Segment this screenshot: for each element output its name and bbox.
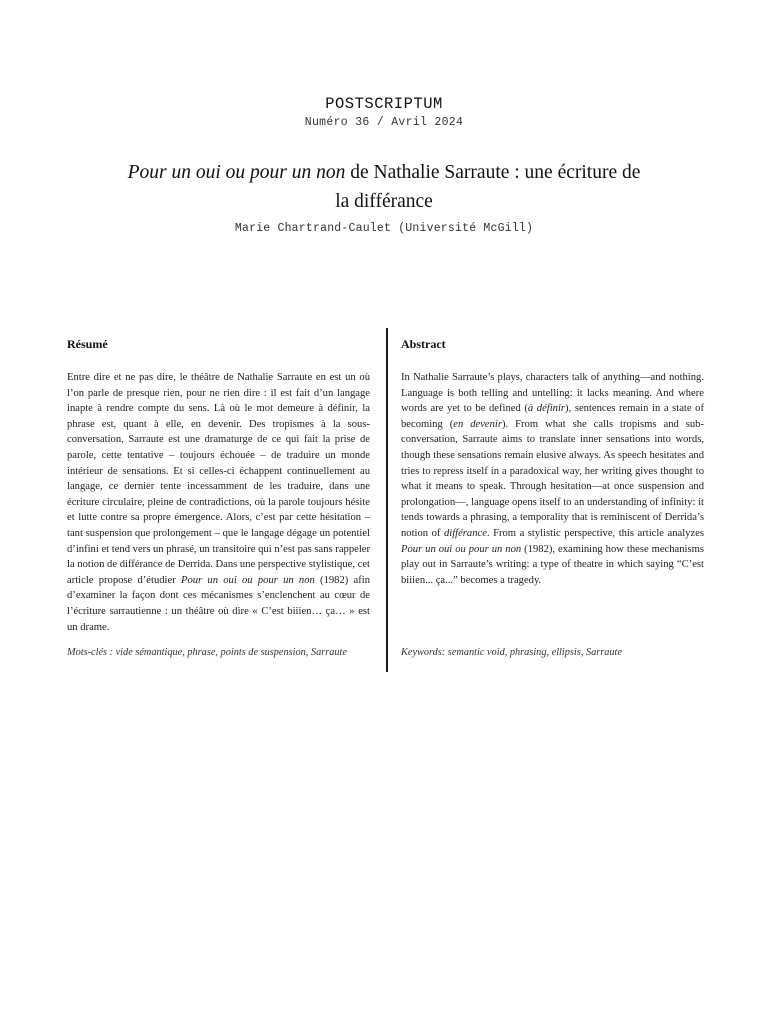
abstract-text-2: ), sentences remain in a state of becoming (	[401, 403, 704, 430]
title-rest: de Nathalie Sarraute : une écriture de la différance	[335, 162, 641, 212]
abstract-italic-4: Pour un oui ou pour un non	[401, 543, 522, 555]
abstract-text-4: . From a stylistic perspective, this article analyzes	[486, 527, 704, 539]
abstract-italic-3: différance	[443, 527, 487, 539]
issue-info: Numéro 36 / Avril 2024	[304, 116, 464, 129]
resume-text-2: (1982) afin d’examiner la façon dont ces mécanismes s’enclenchent au cœur de l’écriture sarrautienne : un théâtre où dire « C’est biiien… ça… » est un drame.	[67, 574, 371, 633]
resume-text-italic: Pour un oui ou pour un non	[180, 574, 315, 586]
abstract-column	[401, 336, 704, 658]
author-line: Marie Chartrand-Caulet (Université McGill)	[234, 222, 534, 235]
abstract-keywords: Keywords: semantic void, phrasing, ellipsis, Sarraute	[401, 647, 622, 658]
abstract-text-5: (1982), examining how these mechanisms play out in Sarraute’s writing: a type of theatre in which saying “C’est biiien... ça...” becomes a tragedy.	[401, 543, 704, 586]
journal-name: POSTSCRIPTUM	[325, 95, 443, 113]
abstract-body	[401, 370, 704, 588]
abstract-heading: Abstract	[401, 337, 446, 351]
resume-keywords: Mots-clés : vide sémantique, phrase, points de suspension, Sarraute	[67, 647, 347, 658]
abstract-text-1: In Nathalie Sarraute’s plays, characters talk of anything—and nothing. Language is both telling and untelling: it lacks meaning. And where words are yet to be defined (	[401, 372, 704, 415]
resume-heading: Résumé	[67, 337, 108, 351]
resume-column	[67, 336, 371, 658]
article-title	[120, 158, 648, 216]
masthead	[0, 94, 768, 131]
column-divider	[386, 328, 388, 672]
abstract-italic-1: à définir	[527, 403, 566, 415]
abstract-text-3: ). From what she calls tropisms and sub-conversation, Sarraute aims to translate inner sensations into words, though these sensations remain elusive always. As speech hesitates and tries to repress itself in a paradoxical way, her writing gives thought to what it means to speak. Through hesitation—at once suspension and prolongation—, language opens itself to an understanding of infinity: it tends towards a phrasing, a temporality that is reminiscent of Derrida’s notion of	[401, 418, 704, 539]
resume-body	[67, 370, 370, 635]
abstract-italic-2: en devenir	[453, 418, 502, 430]
title-italic-part: Pour un oui ou pour un non	[127, 162, 346, 183]
resume-text-1: Entre dire et ne pas dire, le théâtre de Nathalie Sarraute en est un où l’on parle de presque rien, pour ne rien dire : il est fait d’un langage inapte à rendre compte du sens. Là où le mot demeure à définir, la phrase est, quant à elle, en devenir. Des tropismes à la sous-conversation, Sarraute est une dramaturge de ce qui fait la prise de parole, cette tentative – toujours échouée – de traduire un monde intérieur de sensations. Et si celles-ci échappent continuellement au langage, ce dernier tente incessamment de les traduire, dans une écriture circulaire, pleine de contradictions, où la parole toujours hésite et lutte contre sa propre émergence. Alors, c’est par cette hésitation – tant suspension que prolongement – que le langage dégage un potentiel d’infini et tend vers un phrasé, un transitoire qui n’est pas sans rappeler la notion de différance de Derrida. Dans une perspective stylistique, cet article propose d’étudier	[67, 372, 370, 586]
